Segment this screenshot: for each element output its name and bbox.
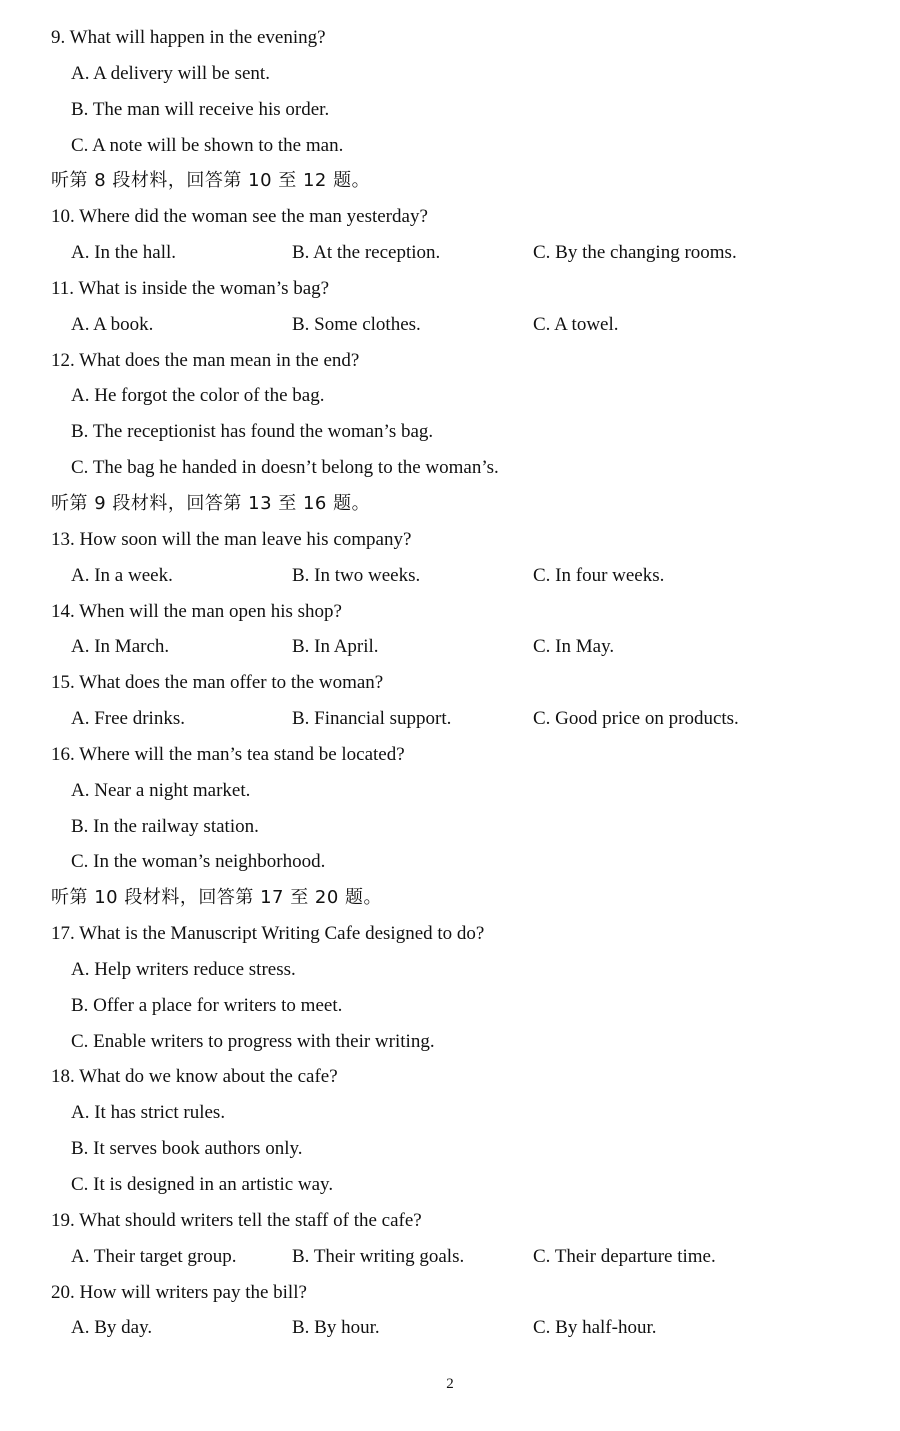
answer-option: A. It has strict rules. — [71, 1102, 226, 1124]
answer-option: B. In the railway station. — [71, 815, 259, 837]
answer-option: C. In four weeks. — [533, 564, 665, 586]
question-text: 12. What does the man mean in the end? — [51, 349, 360, 371]
answer-option: A. Their target group. — [71, 1245, 237, 1267]
answer-option: C. A note will be shown to the man. — [71, 134, 344, 156]
answer-options-row — [51, 1239, 871, 1275]
question-text: 13. How soon will the man leave his company? — [51, 528, 412, 550]
answer-option: C. A towel. — [533, 313, 619, 335]
answer-options-row — [51, 307, 871, 343]
answer-option: B. The receptionist has found the woman’s bag. — [71, 421, 434, 443]
answer-options-row — [51, 629, 871, 665]
page-number: 2 — [446, 1376, 454, 1392]
answer-options-row — [51, 701, 871, 737]
question-text: 10. Where did the woman see the man yesterday? — [51, 206, 428, 228]
answer-option: B. By hour. — [292, 1317, 380, 1339]
question-text: 15. What does the man offer to the woman? — [51, 672, 384, 694]
question-text: 19. What should writers tell the staff of the cafe? — [51, 1209, 422, 1231]
answer-option: A. Free drinks. — [71, 708, 185, 730]
answer-option: B. Some clothes. — [292, 313, 421, 335]
answer-option: B. Offer a place for writers to meet. — [71, 994, 343, 1016]
answer-option: A. In a week. — [71, 564, 173, 586]
answer-option: C. Enable writers to progress with their writing. — [71, 1030, 435, 1052]
answer-options-row — [51, 558, 871, 594]
answer-option: C. By the changing rooms. — [533, 242, 737, 264]
answer-option: A. Help writers reduce stress. — [71, 958, 296, 980]
question-text: 11. What is inside the woman’s bag? — [51, 277, 330, 299]
answer-options-row — [51, 1310, 871, 1346]
answer-option: A. By day. — [71, 1317, 153, 1339]
answer-option: B. It serves book authors only. — [71, 1138, 303, 1160]
answer-option: C. In the woman’s neighborhood. — [71, 851, 326, 873]
answer-option: B. Their writing goals. — [292, 1245, 465, 1267]
answer-option: B. At the reception. — [292, 242, 441, 264]
answer-option: C. It is designed in an artistic way. — [71, 1174, 334, 1195]
answer-option: A. Near a night market. — [71, 779, 251, 801]
answer-option: B. The man will receive his order. — [71, 98, 330, 120]
answer-option: A. He forgot the color of the bag. — [71, 385, 325, 407]
answer-option: A. In the hall. — [71, 242, 177, 264]
answer-option: C. In May. — [533, 636, 615, 658]
answer-option: C. Their departure time. — [533, 1245, 716, 1267]
answer-option: B. In two weeks. — [292, 564, 421, 586]
question-text: 16. Where will the man’s tea stand be located? — [51, 743, 405, 765]
answer-option: A. A book. — [71, 313, 154, 335]
question-text: 14. When will the man open his shop? — [51, 600, 342, 622]
question-text: 17. What is the Manuscript Writing Cafe designed to do? — [51, 923, 485, 945]
answer-option: B. Financial support. — [292, 708, 452, 730]
answer-option: A. A delivery will be sent. — [71, 62, 270, 84]
question-text: 20. How will writers pay the bill? — [51, 1281, 307, 1303]
exam-page-content — [51, 20, 871, 1346]
answer-option: C. Good price on products. — [533, 708, 739, 730]
answer-option: A. In March. — [71, 636, 170, 658]
section-instruction: 听第 8 段材料，回答第 10 至 12 题。 — [51, 170, 371, 192]
answer-option: B. In April. — [292, 636, 379, 658]
answer-options-row — [51, 235, 871, 271]
answer-option: C. By half-hour. — [533, 1317, 657, 1339]
question-text: 18. What do we know about the cafe? — [51, 1066, 338, 1088]
section-instruction: 听第 9 段材料，回答第 13 至 16 题。 — [51, 492, 371, 514]
answer-option: C. The bag he handed in doesn’t belong to the woman’s. — [71, 457, 499, 479]
section-instruction: 听第 10 段材料，回答第 17 至 20 题。 — [51, 887, 383, 909]
question-text: 9. What will happen in the evening? — [51, 27, 326, 48]
